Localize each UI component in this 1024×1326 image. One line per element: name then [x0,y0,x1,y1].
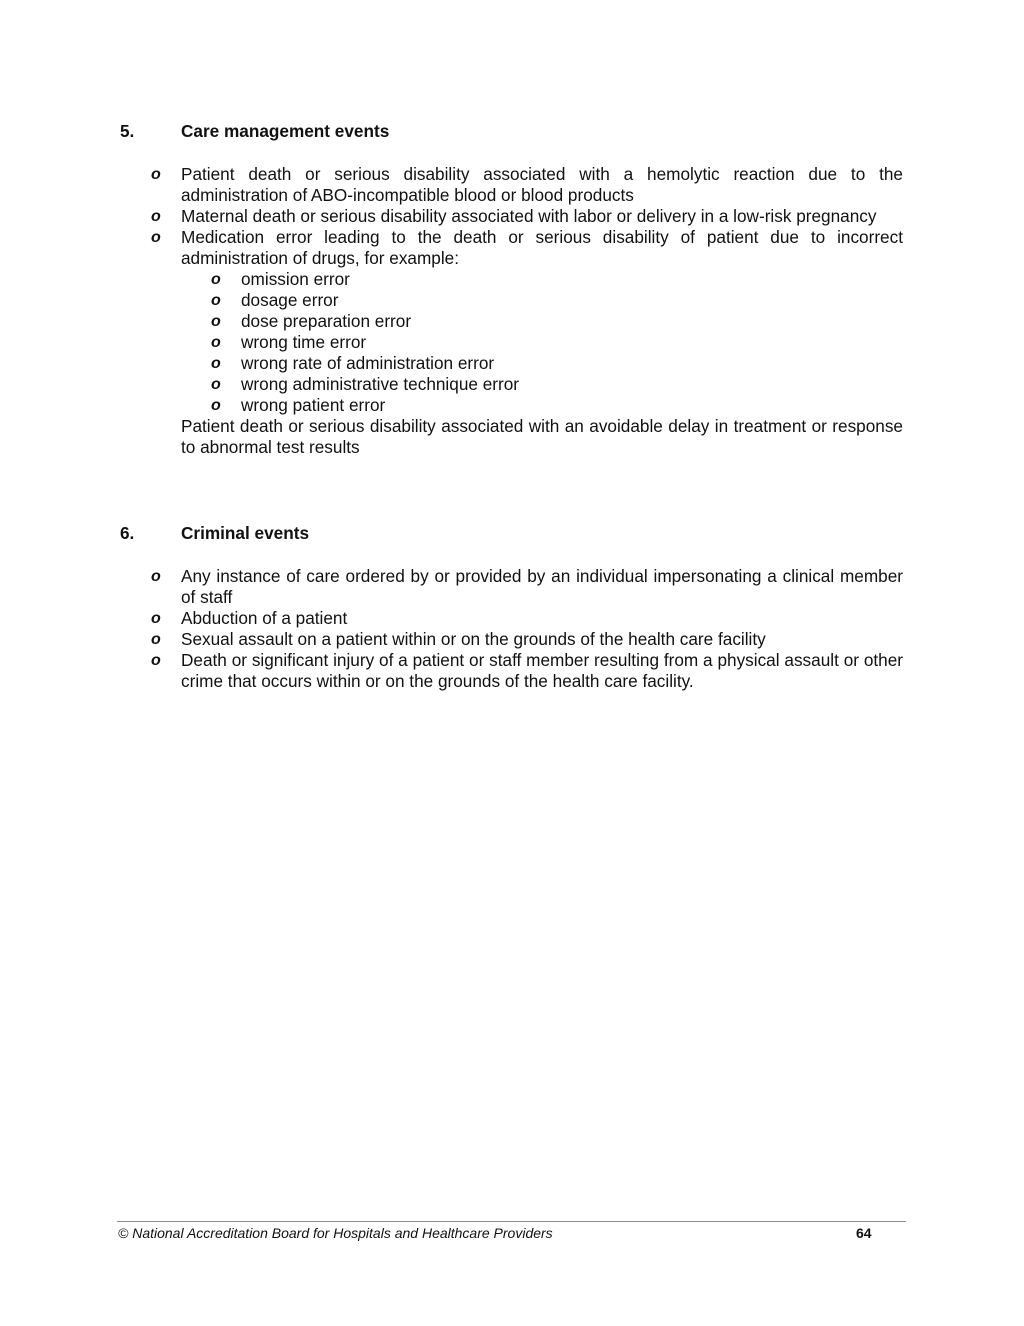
sub-list-item [0,395,1024,416]
sub-list-item-text: wrong administrative technique error [241,374,519,394]
care-management-list [0,164,1024,458]
sub-list-item-text: wrong rate of administration error [241,353,495,373]
list-item [0,164,1024,206]
bullet-icon: o [211,334,221,351]
sub-list-item [0,353,1024,374]
bullet-icon: o [211,313,221,330]
list-item-text: Any instance of care ordered by or provided by an individual impersonating a clinical member of staff [181,566,903,607]
bullet-icon: o [211,292,221,309]
sub-list-item-text: wrong patient error [241,395,386,415]
sub-list-item [0,290,1024,311]
bullet-icon: o [211,397,221,414]
section-number: 6. [120,523,135,543]
sub-list-item-text: dose preparation error [241,311,412,331]
list-item [0,227,1024,269]
section-number: 5. [120,121,135,141]
criminal-events-list [0,566,1024,692]
list-item [0,608,1024,629]
footer-divider [117,1221,906,1222]
list-item [0,206,1024,227]
list-item-text: Sexual assault on a patient within or on the grounds of the health care facility [181,629,766,649]
list-item [0,629,1024,650]
list-item-text: Abduction of a patient [181,608,348,628]
list-item-text: Medication error leading to the death or serious disability of patient due to incorrect administration of drugs, for example: [181,227,903,268]
sub-list-item-text: dosage error [241,290,339,310]
list-item-text: Patient death or serious disability associated with a hemolytic reaction due to the administration of ABO-incompatible blood or blood products [181,164,903,205]
footer-copyright: © National Accreditation Board for Hospitals and Healthcare Providers [118,1225,553,1241]
sub-list-item [0,269,1024,290]
list-item-text: Maternal death or serious disability associated with labor or delivery in a low-risk pregnancy [181,206,877,226]
bullet-icon: o [151,610,161,627]
section-title: Criminal events [181,523,309,543]
sub-list-item [0,311,1024,332]
bullet-icon: o [151,229,161,246]
bullet-icon: o [211,376,221,393]
bullet-icon: o [151,631,161,648]
sub-list-item [0,332,1024,353]
section-title: Care management events [181,121,390,141]
bullet-icon: o [151,166,161,183]
sub-list-item-text: wrong time error [241,332,367,352]
list-item [0,566,1024,608]
bullet-icon: o [211,355,221,372]
sub-list-item [0,374,1024,395]
list-item [0,650,1024,692]
continuation-paragraph: Patient death or serious disability associated with an avoidable delay in treatment or response to abnormal test results [181,416,903,457]
page-number: 64 [856,1225,872,1241]
bullet-icon: o [151,652,161,669]
sub-list-item-text: omission error [241,269,350,289]
list-item-text: Death or significant injury of a patient or staff member resulting from a physical assault or other crime that occurs within or on the grounds of the health care facility. [181,650,903,691]
bullet-icon: o [151,208,161,225]
bullet-icon: o [151,568,161,585]
bullet-icon: o [211,271,221,288]
